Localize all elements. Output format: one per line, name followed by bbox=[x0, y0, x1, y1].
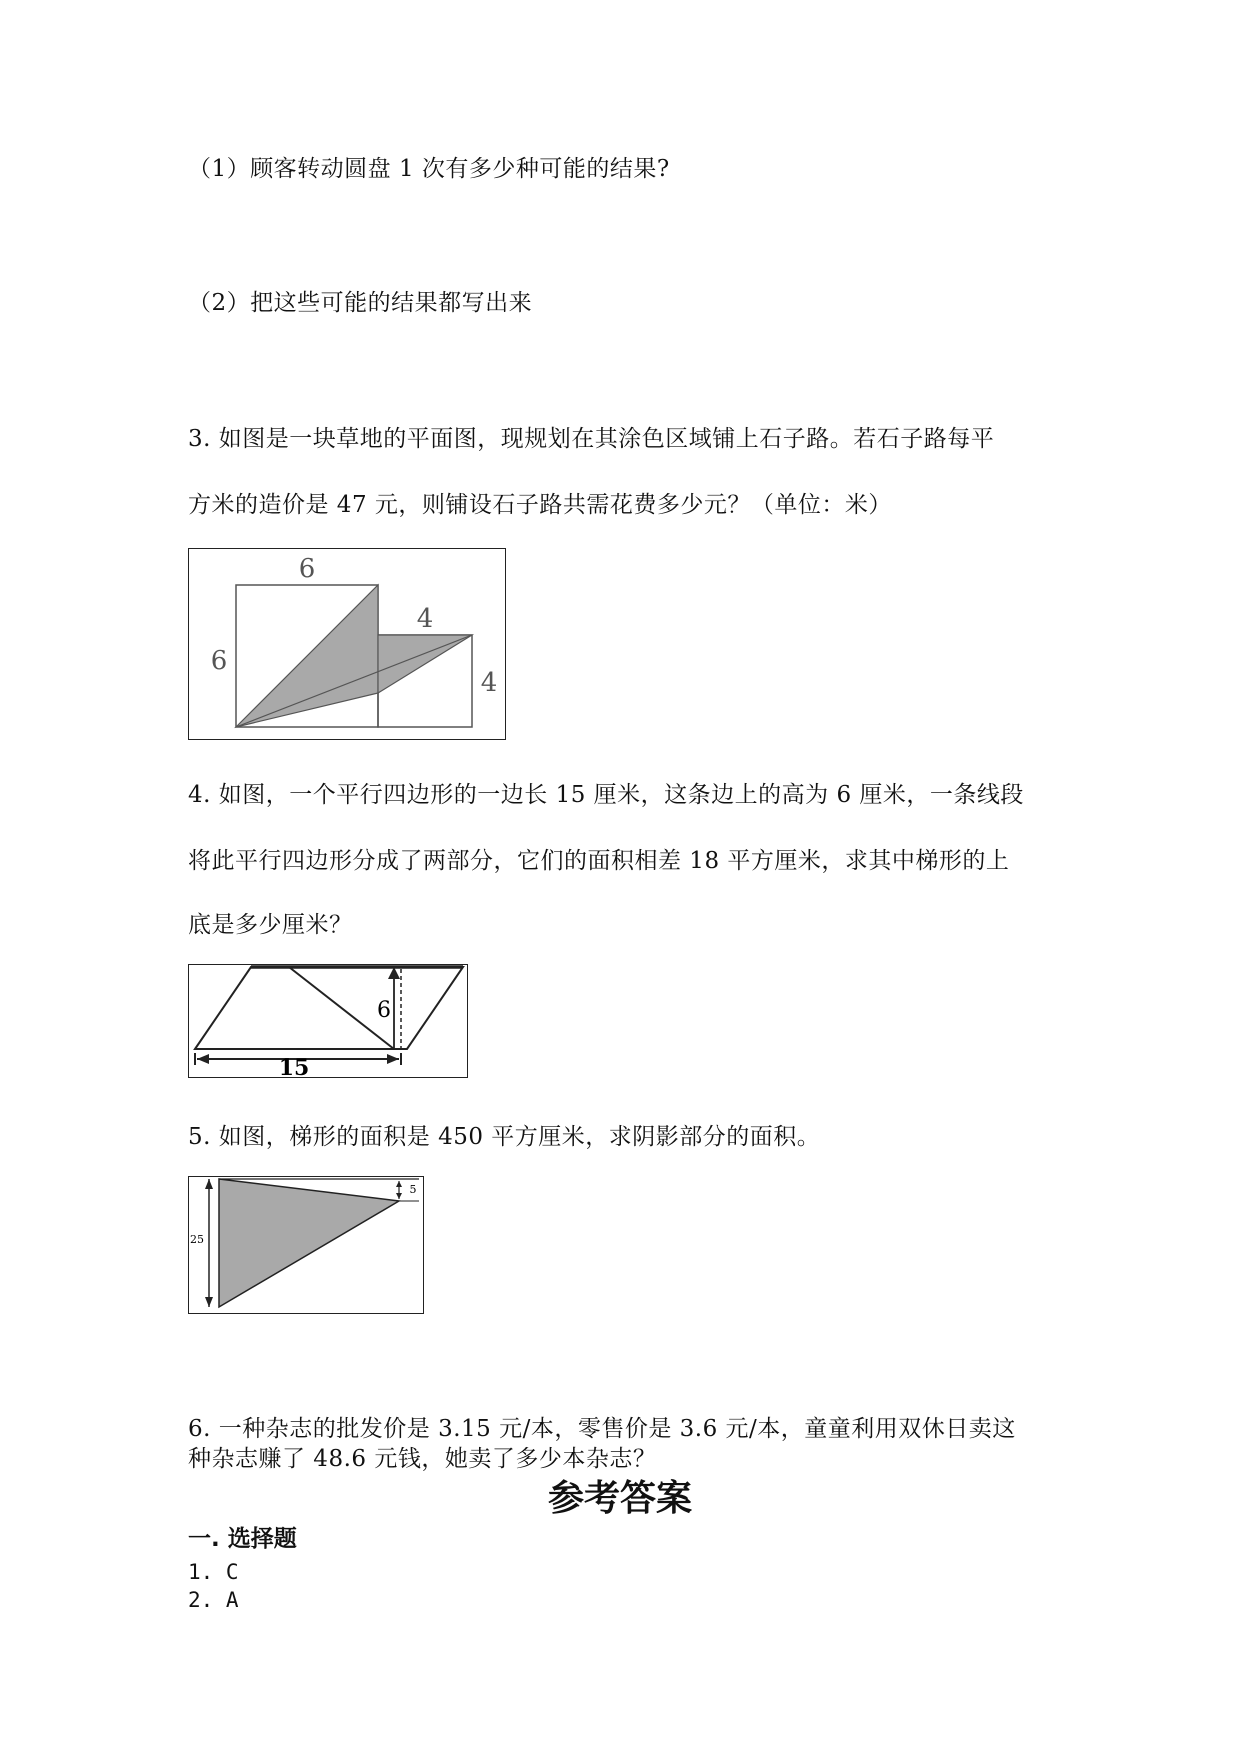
q3-shaded-triangle-2 bbox=[378, 635, 472, 693]
q2-part1-text: （1）顾客转动圆盘 1 次有多少种可能的结果? bbox=[188, 156, 670, 182]
answers-title: 参考答案 bbox=[547, 1478, 692, 1519]
q4-label-height: 6 bbox=[377, 998, 391, 1023]
q3-line2: 方米的造价是 47 元，则铺设石子路共需花费多少元？（单位：米） bbox=[188, 492, 892, 518]
q3-label-top: 6 bbox=[298, 554, 316, 584]
q4-line2: 将此平行四边形分成了两部分，它们的面积相差 18 平方厘米，求其中梯形的上 bbox=[188, 848, 1010, 874]
q4-label-base: 15 bbox=[278, 1055, 310, 1079]
q4-figure bbox=[188, 964, 468, 1078]
q5-shaded-triangle bbox=[219, 1179, 399, 1307]
q3-label-small-right: 4 bbox=[480, 668, 498, 698]
q3-figure bbox=[188, 548, 506, 740]
q5-height-arrow-top bbox=[205, 1179, 213, 1189]
q4-base-arrow-right bbox=[387, 1054, 399, 1064]
answer-item-1: 1. C bbox=[188, 1560, 239, 1584]
q4-parallelogram bbox=[195, 967, 463, 1049]
q5-small-arrow-top bbox=[396, 1181, 402, 1187]
q2-part2-text: （2）把这些可能的结果都写出来 bbox=[188, 290, 533, 316]
q3-label-small-top: 4 bbox=[416, 604, 434, 634]
q5-line1: 5. 如图，梯形的面积是 450 平方厘米，求阴影部分的面积。 bbox=[188, 1124, 821, 1150]
q6-line2: 种杂志赚了 48.6 元钱，她卖了多少本杂志？ bbox=[188, 1446, 657, 1472]
q3-line1: 3. 如图是一块草地的平面图，现规划在其涂色区域铺上石子路。若石子路每平 bbox=[188, 426, 995, 452]
q5-diagram bbox=[189, 1177, 425, 1315]
q3-diagram bbox=[189, 549, 507, 741]
q4-diagram bbox=[189, 965, 469, 1079]
q4-line1: 4. 如图，一个平行四边形的一边长 15 厘米，这条边上的高为 6 厘米，一条线段 bbox=[188, 782, 1024, 808]
q5-figure bbox=[188, 1176, 424, 1314]
q5-label-left: 25 bbox=[190, 1233, 204, 1246]
q3-label-left: 6 bbox=[210, 646, 228, 676]
q6-line1: 6. 一种杂志的批发价是 3.15 元/本，零售价是 3.6 元/本，童童利用双休日卖这 bbox=[188, 1416, 1016, 1442]
q5-height-arrow-bottom bbox=[205, 1297, 213, 1307]
q5-label-right: 5 bbox=[409, 1183, 417, 1196]
answers-section-heading: 一. 选择题 bbox=[188, 1526, 297, 1552]
answer-item-2: 2. A bbox=[188, 1588, 239, 1612]
q4-base-arrow-left bbox=[197, 1054, 209, 1064]
q5-small-arrow-bottom bbox=[396, 1193, 402, 1199]
q4-arrow-head-up bbox=[388, 967, 400, 979]
q4-line3: 底是多少厘米？ bbox=[188, 912, 353, 938]
q3-shaded-triangle-1 bbox=[236, 585, 378, 727]
